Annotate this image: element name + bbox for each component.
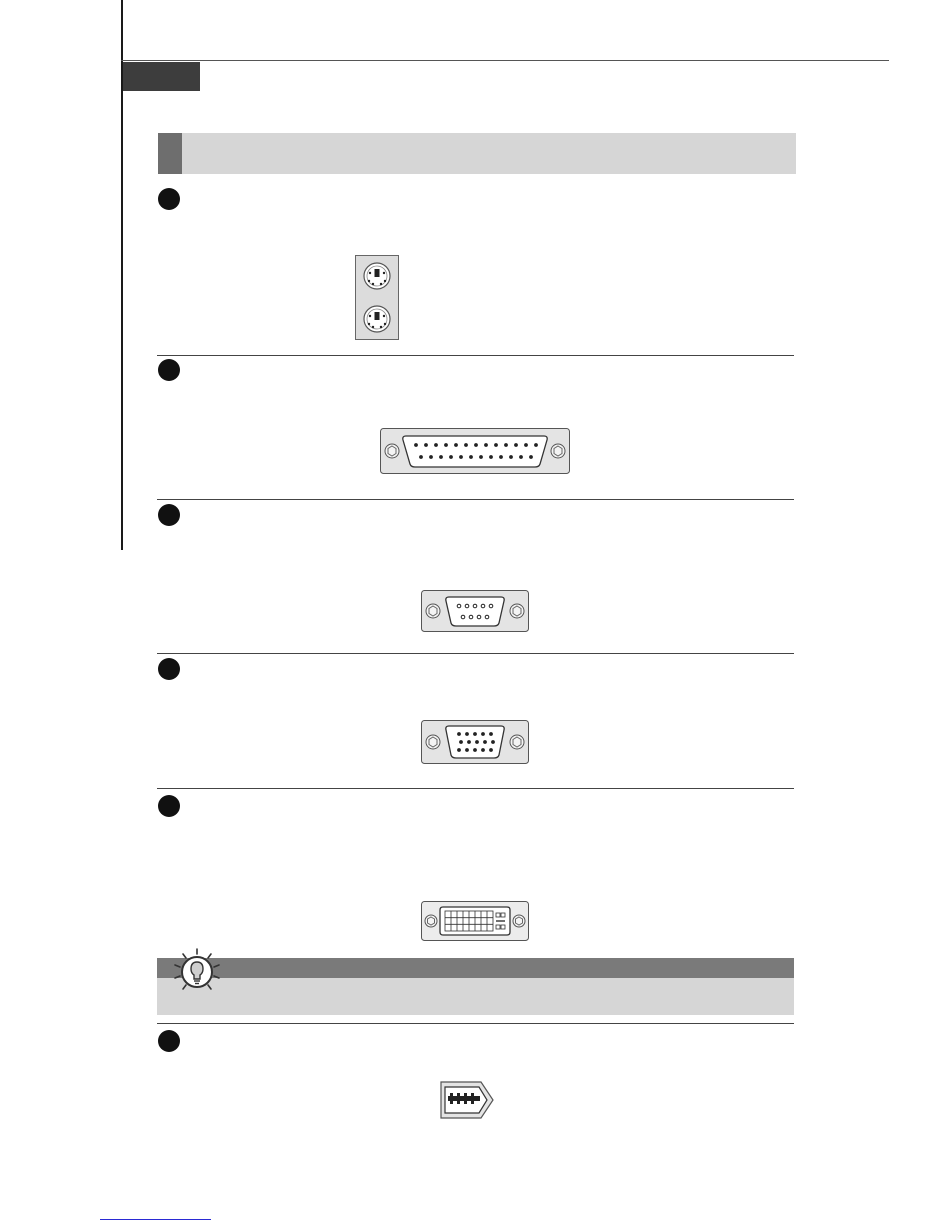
parallel-connector-image (380, 428, 570, 474)
serial-connector-image (421, 590, 529, 632)
section-header-accent (158, 133, 182, 174)
note-lightbulb-icon (171, 947, 223, 997)
ieee1394-connector-image (439, 1080, 495, 1120)
section-divider (157, 653, 794, 654)
dvi-connector-image (421, 901, 529, 941)
dvi-connector-drawing (421, 901, 529, 941)
section-divider (157, 1023, 794, 1024)
vga-connector-image (421, 720, 529, 764)
section-divider (157, 788, 794, 789)
ps2-connector-drawing (356, 256, 398, 339)
footer-link-underline[interactable] (100, 1219, 211, 1220)
serial-connector-drawing (421, 590, 529, 632)
section-divider (157, 499, 794, 500)
section-bullet-ps2 (158, 188, 180, 210)
section-bullet-vga (158, 658, 180, 680)
section-header-bar (158, 133, 796, 174)
chapter-tab (123, 62, 200, 91)
note-header-bar (157, 958, 794, 978)
parallel-connector-drawing (380, 428, 570, 474)
section-bullet-serial (158, 504, 180, 526)
note-body (157, 978, 794, 1015)
section-bullet-parallel (158, 359, 180, 381)
vga-connector-drawing (421, 720, 529, 764)
header-rule (121, 60, 889, 61)
section-bullet-dvi (158, 795, 180, 817)
ieee1394-connector-drawing (439, 1080, 495, 1120)
section-bullet-ieee1394 (158, 1030, 180, 1052)
section-divider (157, 355, 794, 356)
ps2-connector-image (355, 255, 399, 340)
